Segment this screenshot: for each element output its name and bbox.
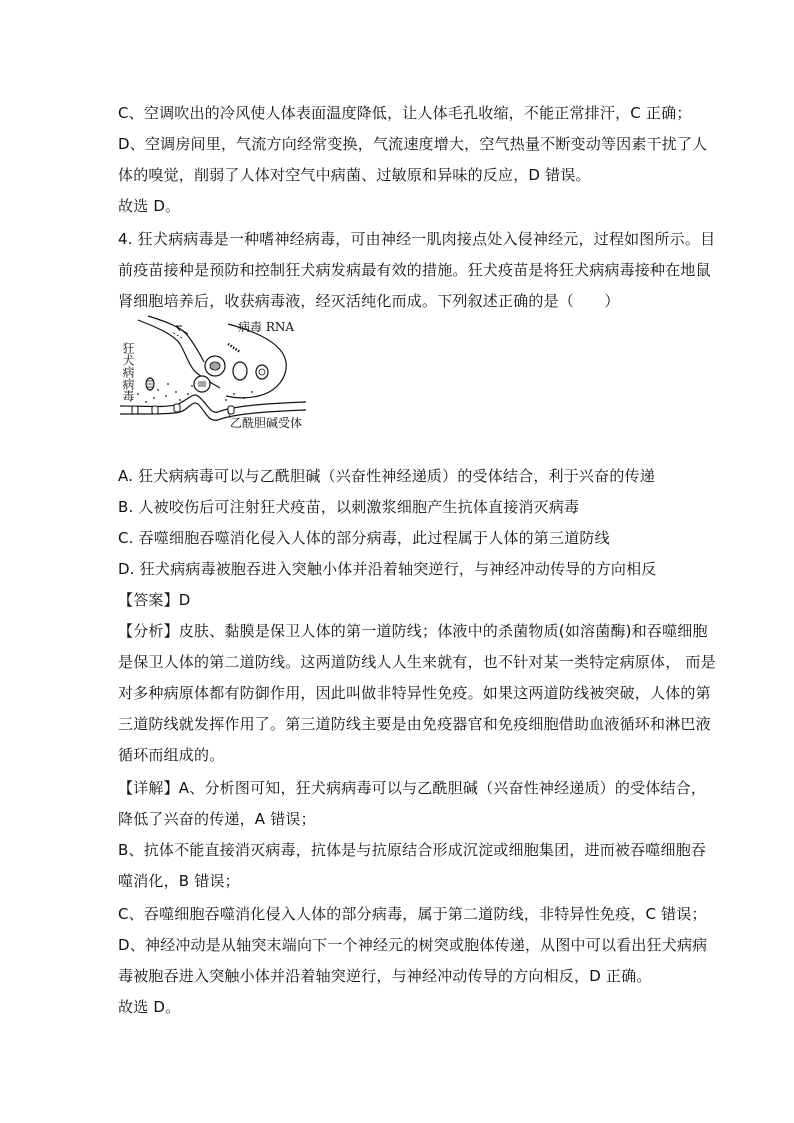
text-line: 肾细胞培养后，收获病毒液，经灭活纯化而成。下列叙述正确的是（ ） bbox=[118, 292, 620, 310]
text-line: 毒被胞吞进入突触小体并沿着轴突逆行，与神经冲动传导的方向相反，D 正确。 bbox=[118, 967, 652, 985]
text-line: 噬消化，B 错误； bbox=[118, 872, 240, 890]
text-line: D、神经冲动是从轴突末端向下一个神经元的树突或胞体传递，从图中可以看出狂犬病病 bbox=[118, 936, 708, 954]
text-line: 循环而组成的。 bbox=[118, 746, 225, 764]
rabies-virus-diagram bbox=[118, 314, 308, 430]
text-line: 是保卫人体的第二道防线。这两道防线人人生来就有，也不针对某一类特定病原体， 而是 bbox=[118, 653, 716, 671]
analysis-line: 【分析】皮肤、黏膜是保卫人体的第一道防线；体液中的杀菌物质(如溶菌酶)和吞噬细胞 bbox=[118, 622, 708, 640]
text-line: 故选 D。 bbox=[118, 998, 181, 1016]
viral-rna-label: 病毒 RNA bbox=[238, 320, 295, 334]
option-d: D. 狂犬病病毒被胞吞进入突触小体并沿着轴突逆行，与神经冲动传导的方向相反 bbox=[118, 560, 657, 578]
text-line: 故选 D。 bbox=[118, 197, 181, 215]
text-line: C、吞噬细胞吞噬消化侵入人体的部分病毒，属于第二道防线，非特异性免疫，C 错误； bbox=[118, 905, 707, 923]
text-line: 三道防线就发挥作用了。第三道防线主要是由免疫器官和免疫细胞借助血液循环和淋巴液 bbox=[118, 715, 711, 733]
option-b: B. 人被咬伤后可注射狂犬疫苗，以刺激浆细胞产生抗体直接消灭病毒 bbox=[118, 498, 580, 516]
explanation-line: 【详解】A、分析图可知，狂犬病病毒可以与乙酰胆碱（兴奋性神经递质）的受体结合， bbox=[118, 779, 707, 797]
option-c: C. 吞噬细胞吞噬消化侵入人体的部分病毒，此过程属于人体的第三道防线 bbox=[118, 529, 610, 547]
text-line: 对多种病原体都有防御作用，因此叫做非特异性免疫。如果这两道防线被突破，人体的第 bbox=[118, 684, 711, 702]
text-line: 体的嗅觉，削弱了人体对空气中病菌、过敏原和异味的反应，D 错误。 bbox=[118, 166, 591, 184]
text-line: B、抗体不能直接消灭病毒，抗体是与抗原结合形成沉淀或细胞集团，进而被吞噬细胞吞 bbox=[118, 841, 707, 859]
rabies-virus-label: 狂犬病病毒 bbox=[121, 342, 135, 402]
text-line: 降低了兴奋的传递，A 错误； bbox=[118, 810, 316, 828]
text-line: C、空调吹出的冷风使人体表面温度降低，让人体毛孔收缩，不能正常排汗，C 正确； bbox=[118, 104, 692, 122]
text-line: 前疫苗接种是预防和控制狂犬病发病最有效的措施。狂犬疫苗是将狂犬病病毒接种在地鼠 bbox=[118, 261, 711, 279]
option-a: A. 狂犬病病毒可以与乙酰胆碱（兴奋性神经递质）的受体结合，利于兴奋的传递 bbox=[118, 467, 655, 485]
answer-line: 【答案】D bbox=[118, 591, 191, 609]
text-line: D、空调房间里，气流方向经常变换，气流速度增大，空气热量不断变动等因素干扰了人 bbox=[118, 135, 708, 153]
question-4-stem: 4. 狂犬病病毒是一种嗜神经病毒，可由神经一肌肉接点处入侵神经元，过程如图所示。目 bbox=[118, 230, 716, 248]
acetylcholine-receptor-label: 乙酰胆碱受体 bbox=[230, 416, 303, 430]
